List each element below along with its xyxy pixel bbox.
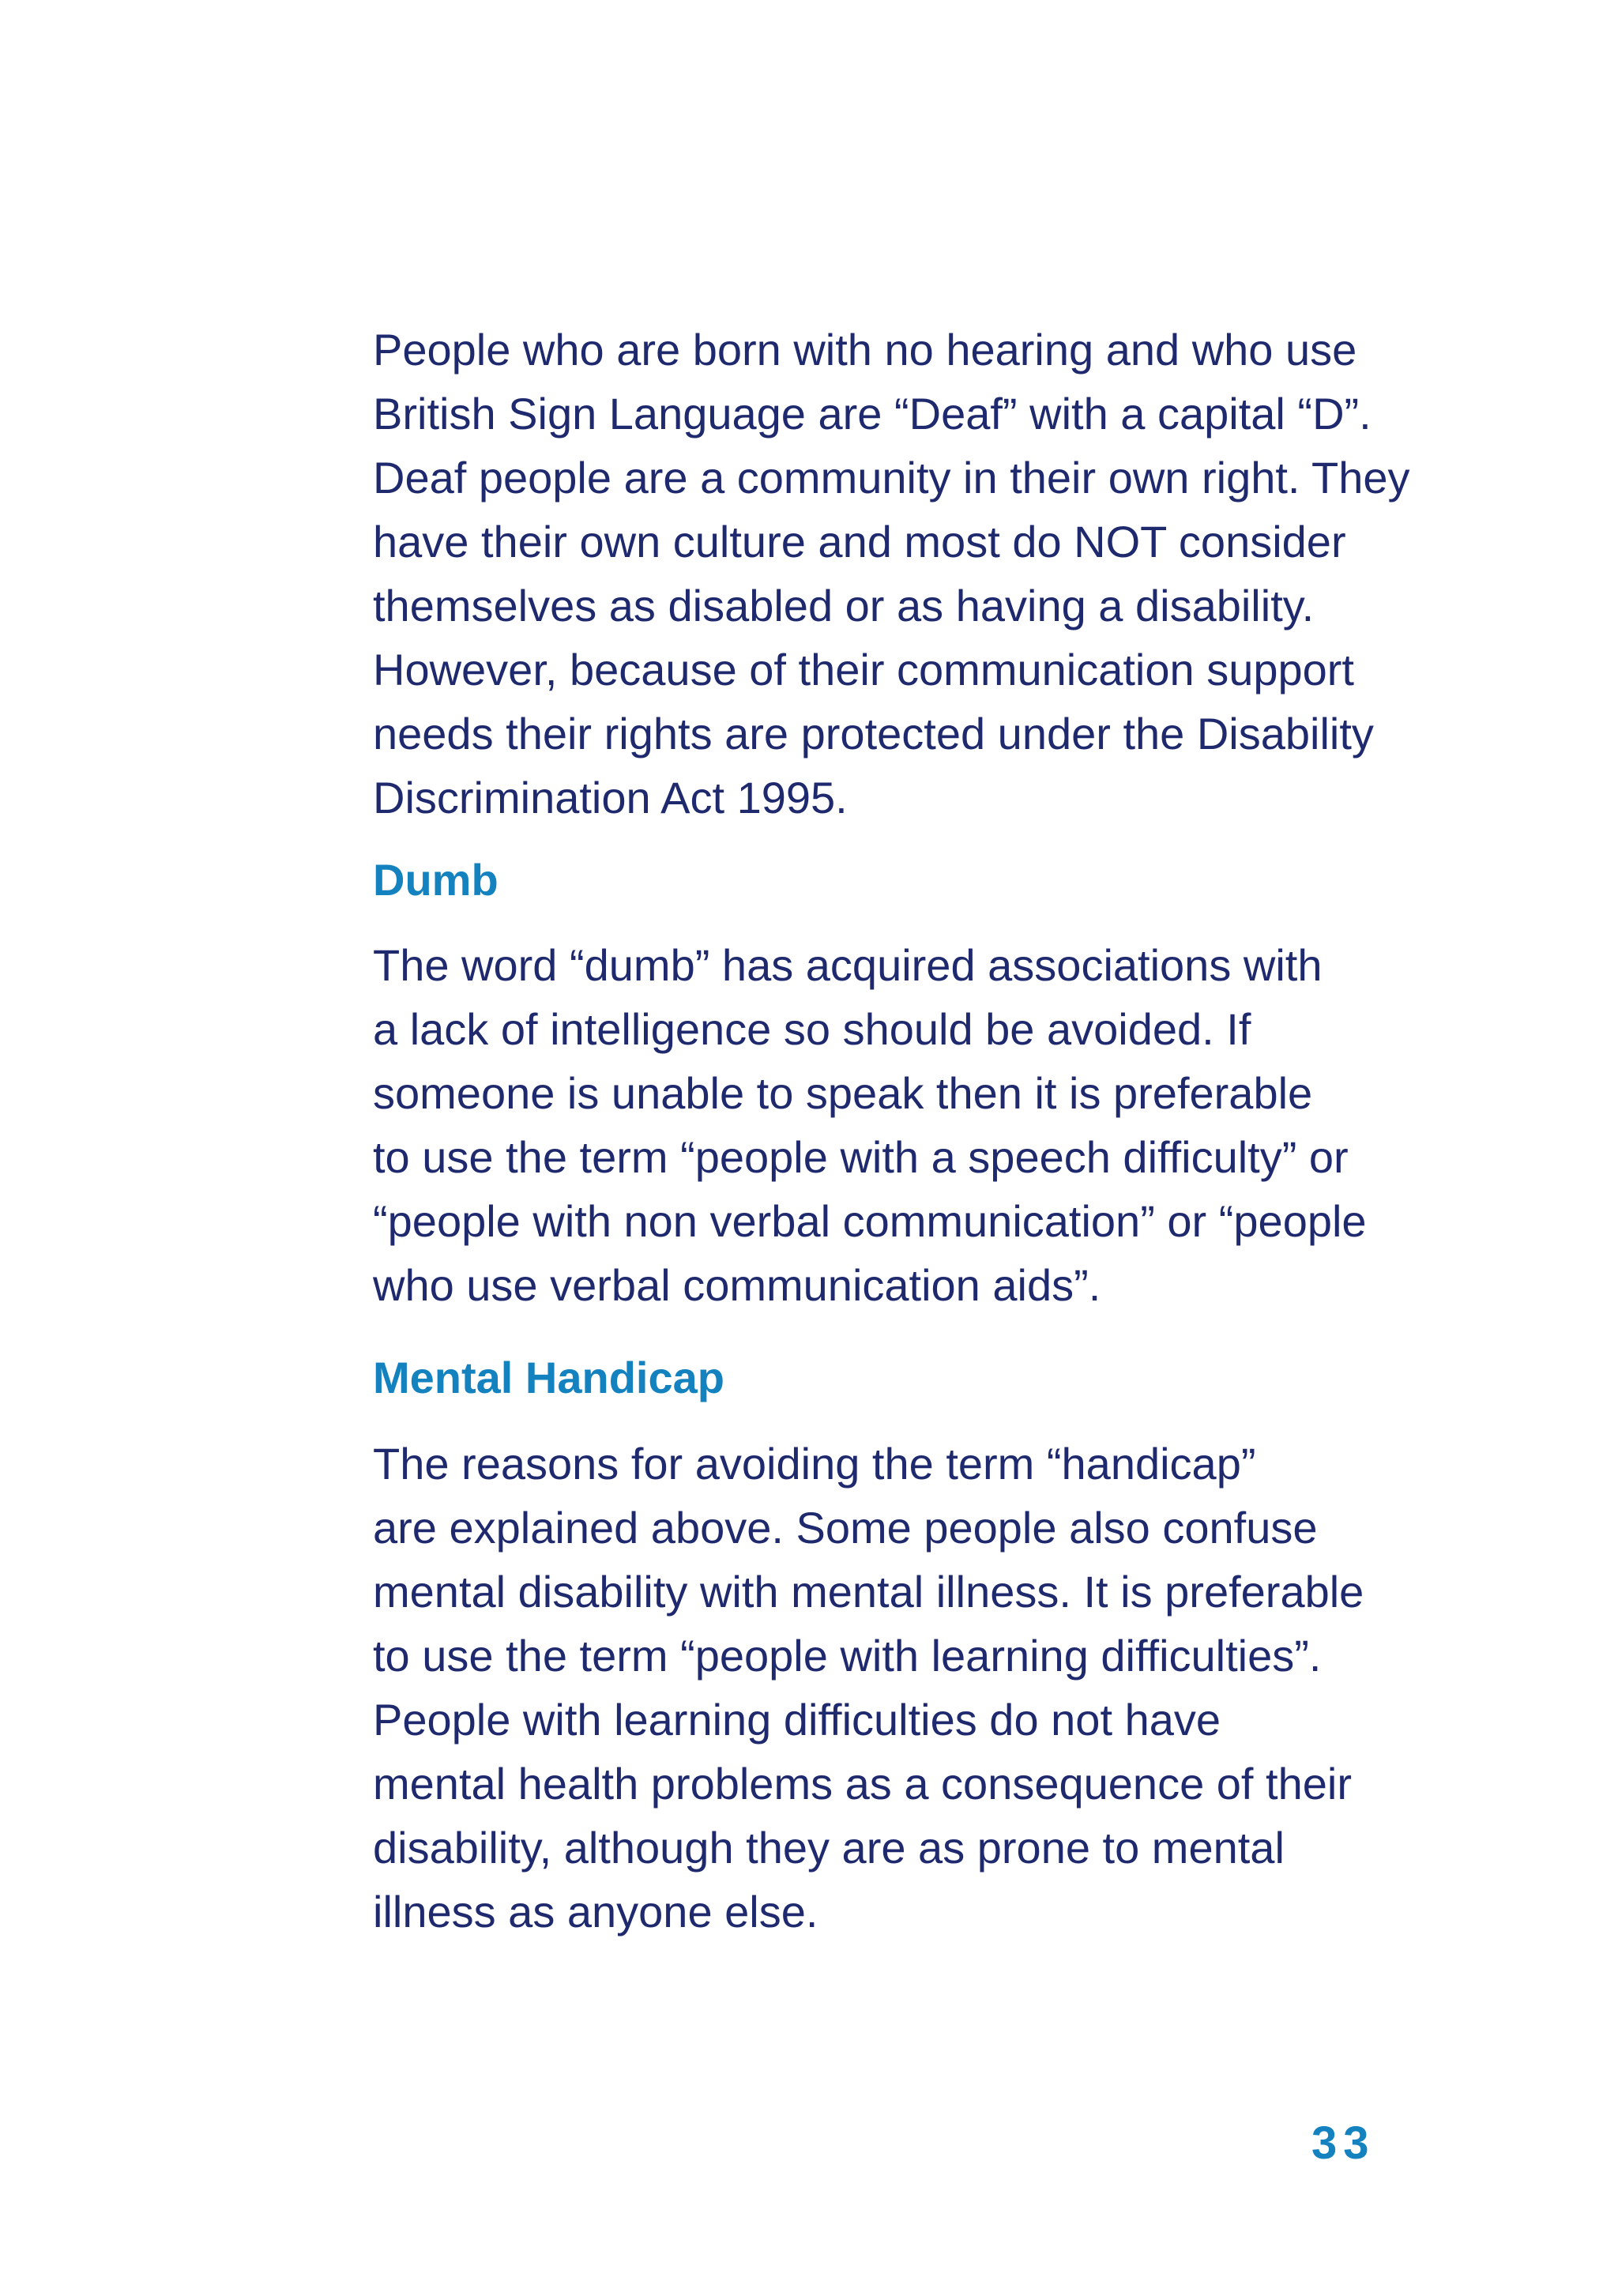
- paragraph-line: mental disability with mental illness. It is preferable: [373, 1567, 1364, 1617]
- paragraph-line: “people with non verbal communication” or “people: [373, 1196, 1367, 1246]
- paragraph-line: needs their rights are protected under the Disability: [373, 709, 1374, 758]
- paragraph-line: mental health problems as a consequence of their: [373, 1759, 1352, 1809]
- paragraph-line: themselves as disabled or as having a disability.: [373, 581, 1315, 630]
- page-number: 33: [1311, 2117, 1375, 2169]
- paragraph-line: have their own culture and most do NOT consider: [373, 517, 1346, 566]
- paragraph-line: However, because of their communication support: [373, 645, 1354, 694]
- paragraph-line: to use the term “people with learning difficulties”.: [373, 1631, 1322, 1681]
- intro-paragraph: [373, 318, 1463, 830]
- paragraph-line: Discrimination Act 1995.: [373, 773, 848, 822]
- paragraph-line: People who are born with no hearing and who use: [373, 325, 1357, 375]
- paragraph-line: People with learning difficulties do not have: [373, 1695, 1221, 1745]
- paragraph-line: The reasons for avoiding the term “handicap”: [373, 1439, 1256, 1489]
- paragraph-line: a lack of intelligence so should be avoided. If: [373, 1004, 1251, 1054]
- paragraph-line: to use the term “people with a speech difficulty” or: [373, 1132, 1349, 1182]
- mental-handicap-paragraph: [373, 1432, 1463, 1944]
- section-heading-dumb: Dumb: [373, 855, 499, 905]
- paragraph-line: disability, although they are as prone to mental: [373, 1823, 1285, 1873]
- paragraph-line: British Sign Language are “Deaf” with a capital “D”.: [373, 389, 1372, 438]
- paragraph-line: illness as anyone else.: [373, 1887, 818, 1937]
- paragraph-line: Deaf people are a community in their own right. They: [373, 453, 1410, 502]
- section-heading-mental-handicap: Mental Handicap: [373, 1353, 724, 1402]
- paragraph-line: The word “dumb” has acquired associations with: [373, 940, 1323, 990]
- paragraph-line: who use verbal communication aids”.: [373, 1260, 1101, 1310]
- paragraph-line: are explained above. Some people also confuse: [373, 1503, 1318, 1553]
- dumb-paragraph: [373, 933, 1463, 1317]
- paragraph-line: someone is unable to speak then it is preferable: [373, 1068, 1313, 1118]
